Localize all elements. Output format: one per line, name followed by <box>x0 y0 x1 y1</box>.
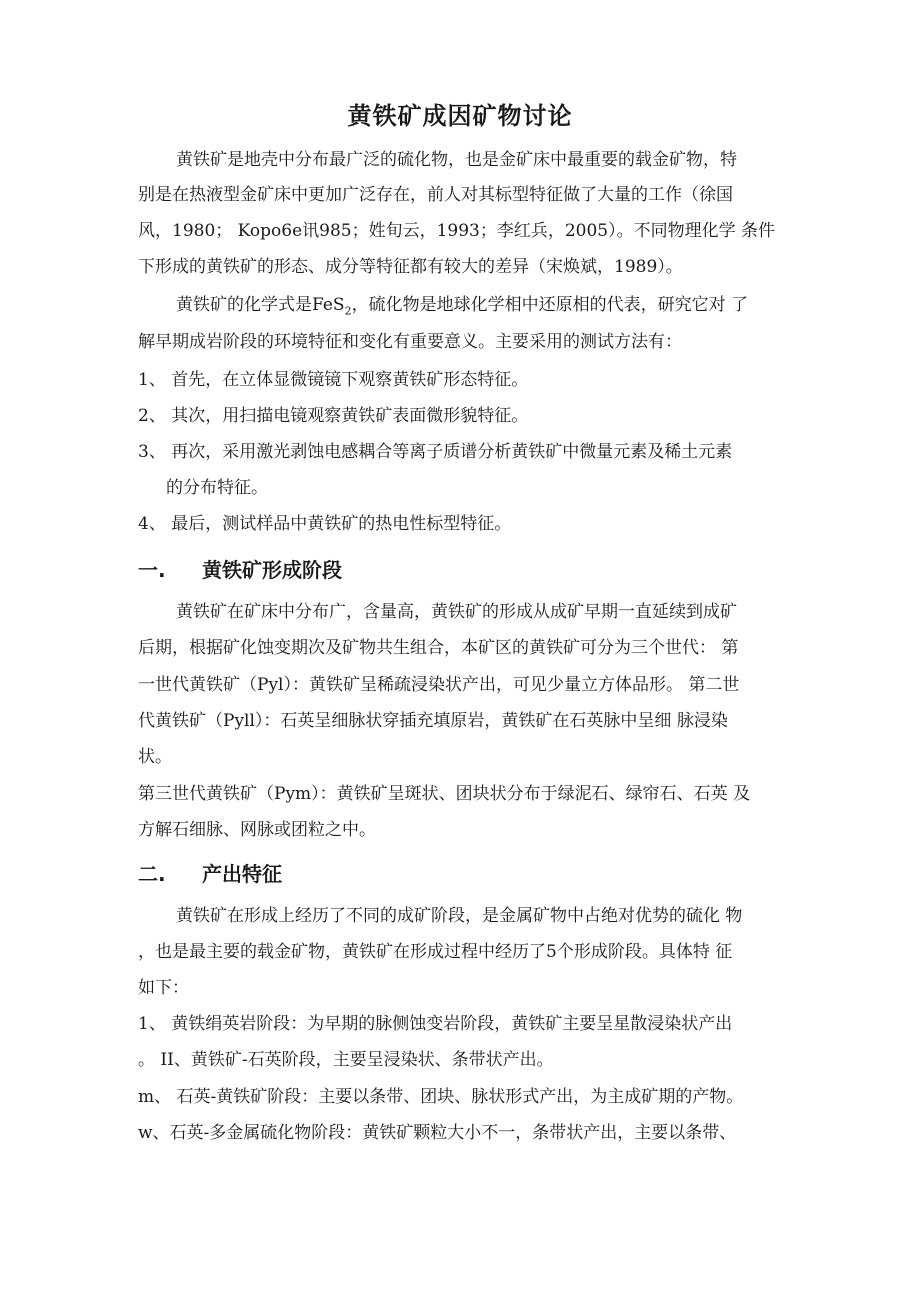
intro-p1-line-2: 别是在热液型金矿床中更加广泛存在，前人对其标型特征做了大量的工作（徐国 <box>138 185 733 205</box>
method-item-2: 2、 其次，用扫描电镜观察黄铁矿表面微形貌特征。 <box>138 406 529 426</box>
document-title: 黄铁矿成因矿物讨论 <box>347 102 573 130</box>
section-1-number: 一. <box>138 558 166 582</box>
section-2-line-7: w、石英-多金属硫化物阶段：黄铁矿颗粒大小不一，条带状产出，主要以条带、 <box>138 1123 737 1143</box>
formula-prefix: 黄铁矿的化学式是FeS <box>176 295 345 315</box>
intro-p2-line-1 <box>176 294 748 316</box>
section-2-title: 产出特征 <box>202 862 282 886</box>
section-1-heading <box>138 557 342 583</box>
section-2-line-1: 黄铁矿在形成上经历了不同的成矿阶段，是金属矿物中占绝对优势的硫化 物 <box>176 906 743 926</box>
intro-p1-line-1: 黄铁矿是地壳中分布最广泛的硫化物，也是金矿床中最重要的载金矿物，特 <box>176 150 737 170</box>
section-1-line-2: 后期，根据矿化蚀变期次及矿物共生组合，本矿区的黄铁矿可分为三个世代： 第 <box>138 638 739 658</box>
formula-subscript: 2 <box>344 304 352 318</box>
section-2-line-2: ，也是最主要的载金矿物，黄铁矿在形成过程中经历了5个形成阶段。具体特 征 <box>138 942 733 962</box>
method-item-3-continued: 的分布特征。 <box>166 478 268 498</box>
section-2-line-5: 。 II、黄铁矿-石英阶段，主要呈浸染状、条带状产出。 <box>138 1050 554 1070</box>
intro-p2-line-2: 解早期成岩阶段的环境特征和变化有重要意义。主要采用的测试方法有： <box>138 332 682 352</box>
method-item-1: 1、 首先，在立体显微镜镜下观察黄铁矿形态特征。 <box>138 370 529 390</box>
section-1-line-3: 一世代黄铁矿（Pyl）：黄铁矿呈稀疏浸染状产出，可见少量立方体品形。 第二世 <box>138 675 740 695</box>
section-1-line-5: 状。 <box>138 747 172 767</box>
method-item-3: 3、 再次，采用激光剥蚀电感耦合等离子质谱分析黄铁矿中微量元素及稀土元素 <box>138 442 733 462</box>
section-1-line-7: 方解石细脉、网脉或团粒之中。 <box>138 820 376 840</box>
formula-suffix: ，硫化物是地球化学相中还原相的代表，研究它对 了 <box>351 295 748 315</box>
section-2-line-4: 1、 黄铁绢英岩阶段：为早期的脉侧蚀变岩阶段，黄铁矿主要呈星散浸染状产出 <box>138 1014 733 1034</box>
section-2-line-6: m、 石英-黄铁矿阶段：主要以条带、团块、脉状形式产出，为主成矿期的产物。 <box>138 1087 744 1107</box>
section-1-line-4: 代黄铁矿（Pyll）：石英呈细脉状穿插充填原岩，黄铁矿在石英脉中呈细 脉浸染 <box>138 711 728 731</box>
section-1-line-1: 黄铁矿在矿床中分布广，含量高，黄铁矿的形成从成矿早期一直延续到成矿 <box>176 602 737 622</box>
method-item-4: 4、 最后，测试样品中黄铁矿的热电性标型特征。 <box>138 514 512 534</box>
section-1-line-6: 第三世代黄铁矿（Pym）：黄铁矿呈斑状、团块状分布于绿泥石、绿帘石、石英 及 <box>138 784 751 804</box>
section-2-number: 二. <box>138 862 166 886</box>
section-1-title: 黄铁矿形成阶段 <box>202 558 342 582</box>
section-2-heading <box>138 861 282 887</box>
intro-p1-line-3: 风，1980； Kopo6e讯985；姓旬云，1993；李红兵，2005）。不同物理化学 条件 <box>138 221 776 241</box>
intro-p1-line-4: 下形成的黄铁矿的形态、成分等特征都有较大的差异（宋焕斌，1989）。 <box>138 257 683 277</box>
section-2-line-3: 如下： <box>138 978 189 998</box>
